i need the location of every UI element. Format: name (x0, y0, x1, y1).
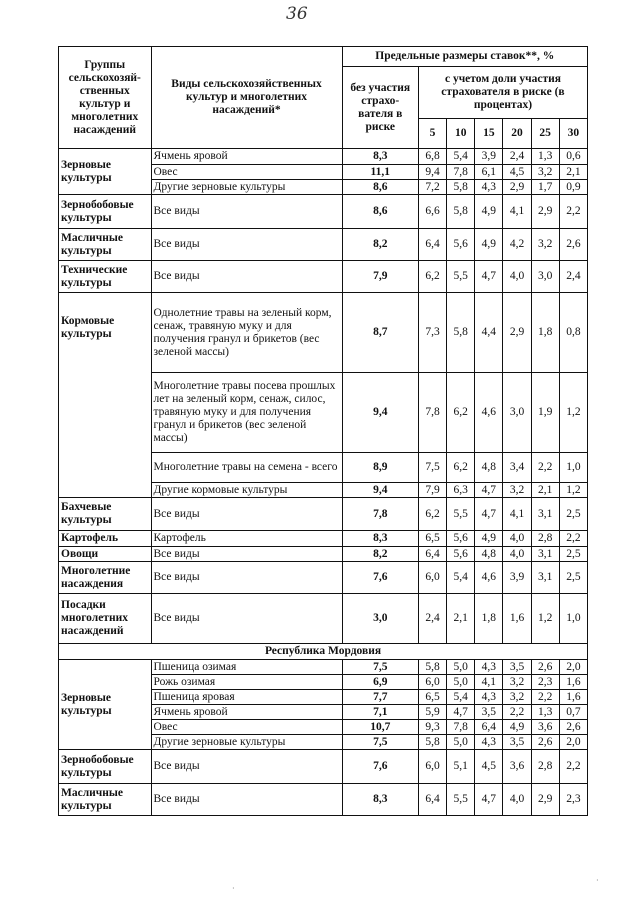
rate-cell: 6,2 (447, 373, 475, 453)
rate-cell: 2,9 (531, 195, 559, 229)
base-rate-cell: 8,7 (342, 293, 418, 373)
rate-cell: 9,3 (418, 720, 446, 735)
base-rate-cell: 8,2 (342, 547, 418, 562)
rate-cell: 2,5 (559, 547, 587, 562)
rate-cell: 2,8 (531, 750, 559, 784)
scan-speck: · (232, 884, 235, 893)
rate-cell: 1,2 (559, 373, 587, 453)
rate-cell: 4,7 (447, 705, 475, 720)
rate-cell: 6,2 (418, 498, 446, 531)
rate-cell: 3,5 (475, 705, 503, 720)
rate-cell: 2,3 (559, 784, 587, 816)
rate-cell: 4,1 (503, 195, 531, 229)
rate-cell: 6,8 (418, 149, 446, 165)
header-share: 25 (531, 119, 559, 149)
kind-cell: Рожь озимая (151, 675, 342, 690)
kind-cell: Пшеница озимая (151, 660, 342, 675)
rate-cell: 4,9 (503, 720, 531, 735)
rate-cell: 4,7 (475, 261, 503, 293)
kind-cell: Однолетние травы на зеленый корм, сенаж, травяную муку и для получения гранул и брикетов (вес зеленой массы) (151, 293, 342, 373)
rate-cell: 5,6 (447, 531, 475, 547)
rate-cell: 5,0 (447, 675, 475, 690)
kind-cell: Все виды (151, 498, 342, 531)
header-share: 15 (475, 119, 503, 149)
rate-cell: 2,4 (559, 261, 587, 293)
kind-cell: Все виды (151, 195, 342, 229)
rate-cell: 7,3 (418, 293, 446, 373)
rate-cell: 3,2 (531, 229, 559, 261)
rate-cell: 3,9 (503, 562, 531, 594)
base-rate-cell: 9,4 (342, 483, 418, 498)
rate-cell: 4,5 (475, 750, 503, 784)
header-share: 5 (418, 119, 446, 149)
rate-cell: 6,0 (418, 675, 446, 690)
base-rate-cell: 8,2 (342, 229, 418, 261)
rate-cell: 0,8 (559, 293, 587, 373)
rate-cell: 2,3 (531, 675, 559, 690)
rate-cell: 0,9 (559, 180, 587, 195)
rate-cell: 3,6 (531, 720, 559, 735)
rate-cell: 7,5 (418, 453, 446, 483)
kind-cell: Другие зерновые культуры (151, 180, 342, 195)
kind-cell: Ячмень яровой (151, 149, 342, 165)
rate-cell: 5,9 (418, 705, 446, 720)
rate-cell: 5,5 (447, 498, 475, 531)
page-number: 36 (286, 4, 308, 24)
base-rate-cell: 7,6 (342, 750, 418, 784)
rate-cell: 4,8 (475, 453, 503, 483)
base-rate-cell: 6,9 (342, 675, 418, 690)
region-title: Республика Мордовия (59, 644, 588, 660)
rate-cell: 1,6 (559, 690, 587, 705)
rate-cell: 4,5 (503, 165, 531, 180)
rate-cell: 4,9 (475, 195, 503, 229)
rate-cell: 5,4 (447, 149, 475, 165)
base-rate-cell: 8,6 (342, 180, 418, 195)
rate-cell: 2,4 (418, 594, 446, 644)
rate-cell: 3,0 (531, 261, 559, 293)
rate-cell: 2,2 (531, 690, 559, 705)
rate-cell: 3,1 (531, 498, 559, 531)
kind-cell: Картофель (151, 531, 342, 547)
base-rate-cell: 7,5 (342, 660, 418, 675)
rate-cell: 2,2 (531, 453, 559, 483)
base-rate-cell: 7,5 (342, 735, 418, 750)
group-cell: Зернобобовые культуры (59, 750, 152, 784)
rate-cell: 2,2 (503, 705, 531, 720)
kind-cell: Овес (151, 165, 342, 180)
base-rate-cell: 9,4 (342, 373, 418, 453)
rate-cell: 4,0 (503, 261, 531, 293)
rate-cell: 2,1 (447, 594, 475, 644)
rate-cell: 1,0 (559, 594, 587, 644)
group-cell: Бахчевые культуры (59, 498, 152, 531)
rate-cell: 3,0 (503, 373, 531, 453)
rate-cell: 2,4 (503, 149, 531, 165)
group-cell: Зернобобовые культуры (59, 195, 152, 229)
group-cell: Многолетние насаждения (59, 562, 152, 594)
rate-cell: 0,7 (559, 705, 587, 720)
kind-cell: Другие кормовые культуры (151, 483, 342, 498)
rate-cell: 5,4 (447, 690, 475, 705)
rate-cell: 5,8 (447, 293, 475, 373)
rate-cell: 6,4 (418, 229, 446, 261)
base-rate-cell: 11,1 (342, 165, 418, 180)
rate-cell: 4,3 (475, 735, 503, 750)
rate-cell: 5,8 (418, 735, 446, 750)
rate-cell: 5,6 (447, 547, 475, 562)
rate-cell: 2,5 (559, 498, 587, 531)
kind-cell: Все виды (151, 750, 342, 784)
kind-cell: Многолетние травы на семена - всего (151, 453, 342, 483)
kind-cell: Многолетние травы посева прошлых лет на зеленый корм, сенаж, силос, травяную муку и для получения гранул и брикетов (вес зеленой массы) (151, 373, 342, 453)
rate-cell: 1,6 (503, 594, 531, 644)
rate-cell: 2,6 (531, 660, 559, 675)
rate-cell: 2,6 (559, 720, 587, 735)
rate-cell: 5,8 (447, 195, 475, 229)
base-rate-cell: 7,7 (342, 690, 418, 705)
rate-cell: 6,6 (418, 195, 446, 229)
rate-cell: 2,2 (559, 195, 587, 229)
kind-cell: Все виды (151, 547, 342, 562)
rate-cell: 7,8 (418, 373, 446, 453)
group-cell: Технические культуры (59, 261, 152, 293)
header-with-participation: с учетом доли участия страхователя в риске (в процентах) (418, 67, 587, 119)
rate-cell: 4,7 (475, 784, 503, 816)
rate-cell: 7,8 (447, 720, 475, 735)
rate-cell: 3,4 (503, 453, 531, 483)
rate-cell: 2,6 (559, 229, 587, 261)
base-rate-cell: 7,1 (342, 705, 418, 720)
rate-cell: 5,0 (447, 735, 475, 750)
rate-cell: 6,5 (418, 531, 446, 547)
rate-cell: 7,8 (447, 165, 475, 180)
header-share: 30 (559, 119, 587, 149)
rate-cell: 5,8 (447, 180, 475, 195)
header-kinds: Виды сельскохозяйственных культур и многолетних насаждений* (151, 47, 342, 149)
base-rate-cell: 10,7 (342, 720, 418, 735)
rate-cell: 6,4 (418, 784, 446, 816)
base-rate-cell: 7,9 (342, 261, 418, 293)
group-cell: Картофель (59, 531, 152, 547)
rate-cell: 1,2 (531, 594, 559, 644)
rate-cell: 3,9 (475, 149, 503, 165)
rate-cell: 4,0 (503, 531, 531, 547)
rate-cell: 5,8 (418, 660, 446, 675)
rate-cell: 4,7 (475, 483, 503, 498)
scan-speck: · (596, 876, 599, 885)
rate-cell: 5,1 (447, 750, 475, 784)
rate-cell: 4,1 (475, 675, 503, 690)
rate-cell: 6,0 (418, 750, 446, 784)
rate-cell: 5,6 (447, 229, 475, 261)
base-rate-cell: 8,3 (342, 784, 418, 816)
rate-cell: 1,8 (475, 594, 503, 644)
rate-cell: 1,8 (531, 293, 559, 373)
rate-cell: 2,5 (559, 562, 587, 594)
rate-cell: 7,2 (418, 180, 446, 195)
rate-cell: 6,0 (418, 562, 446, 594)
rate-cell: 4,0 (503, 784, 531, 816)
group-cell: Кормовые культуры (59, 293, 152, 498)
base-rate-cell: 7,6 (342, 562, 418, 594)
header-no-participation: без участия страхо-вателя в риске (342, 67, 418, 149)
group-cell: Масличные культуры (59, 784, 152, 816)
rate-cell: 2,6 (531, 735, 559, 750)
header-groups: Группы сельскохозяй-ственных культур и многолетних насаждений (59, 47, 152, 149)
base-rate-cell: 7,8 (342, 498, 418, 531)
rate-cell: 0,6 (559, 149, 587, 165)
rate-cell: 3,5 (503, 735, 531, 750)
kind-cell: Овес (151, 720, 342, 735)
kind-cell: Все виды (151, 229, 342, 261)
kind-cell: Все виды (151, 562, 342, 594)
kind-cell: Пшеница яровая (151, 690, 342, 705)
group-cell: Зерновые культуры (59, 149, 152, 195)
rate-cell: 4,1 (503, 498, 531, 531)
rate-cell: 2,2 (559, 750, 587, 784)
rate-cell: 3,2 (503, 690, 531, 705)
rate-cell: 1,0 (559, 453, 587, 483)
header-share: 20 (503, 119, 531, 149)
base-rate-cell: 8,3 (342, 149, 418, 165)
group-cell: Зерновые культуры (59, 660, 152, 750)
header-share: 10 (447, 119, 475, 149)
rate-cell: 4,3 (475, 690, 503, 705)
rate-cell: 1,3 (531, 705, 559, 720)
rate-cell: 7,9 (418, 483, 446, 498)
rate-cell: 1,2 (559, 483, 587, 498)
rate-cell: 3,5 (503, 660, 531, 675)
rate-cell: 9,4 (418, 165, 446, 180)
kind-cell: Все виды (151, 784, 342, 816)
kind-cell: Все виды (151, 594, 342, 644)
rate-cell: 4,2 (503, 229, 531, 261)
rate-cell: 4,6 (475, 562, 503, 594)
group-cell: Овощи (59, 547, 152, 562)
rate-cell: 5,0 (447, 660, 475, 675)
kind-cell: Другие зерновые культуры (151, 735, 342, 750)
rate-cell: 2,2 (559, 531, 587, 547)
rate-cell: 3,6 (503, 750, 531, 784)
rate-cell: 4,9 (475, 531, 503, 547)
rate-cell: 6,2 (418, 261, 446, 293)
kind-cell: Все виды (151, 261, 342, 293)
kind-cell: Ячмень яровой (151, 705, 342, 720)
rate-cell: 2,0 (559, 735, 587, 750)
rate-cell: 1,3 (531, 149, 559, 165)
group-cell: Посадки многолетних насаждений (59, 594, 152, 644)
rate-cell: 4,6 (475, 373, 503, 453)
group-cell: Масличные культуры (59, 229, 152, 261)
rate-cell: 6,1 (475, 165, 503, 180)
base-rate-cell: 8,6 (342, 195, 418, 229)
rate-cell: 6,4 (418, 547, 446, 562)
rate-cell: 5,5 (447, 784, 475, 816)
rate-cell: 4,4 (475, 293, 503, 373)
rate-cell: 2,8 (531, 531, 559, 547)
rate-cell: 4,9 (475, 229, 503, 261)
rate-cell: 6,5 (418, 690, 446, 705)
rate-cell: 2,9 (503, 180, 531, 195)
rate-cell: 1,7 (531, 180, 559, 195)
base-rate-cell: 8,9 (342, 453, 418, 483)
rate-cell: 5,4 (447, 562, 475, 594)
rate-cell: 6,2 (447, 453, 475, 483)
rate-cell: 3,1 (531, 562, 559, 594)
rate-cell: 5,5 (447, 261, 475, 293)
rate-cell: 4,8 (475, 547, 503, 562)
rate-cell: 4,0 (503, 547, 531, 562)
rate-cell: 3,2 (531, 165, 559, 180)
rate-cell: 3,1 (531, 547, 559, 562)
rate-cell: 4,3 (475, 180, 503, 195)
rate-cell: 6,4 (475, 720, 503, 735)
header-rates: Предельные размеры ставок**, % (342, 47, 587, 67)
rate-cell: 2,9 (531, 784, 559, 816)
rate-cell: 3,2 (503, 483, 531, 498)
rate-cell: 4,3 (475, 660, 503, 675)
rate-cell: 3,2 (503, 675, 531, 690)
rate-cell: 6,3 (447, 483, 475, 498)
rate-cell: 1,9 (531, 373, 559, 453)
rate-cell: 2,0 (559, 660, 587, 675)
rate-cell: 2,1 (531, 483, 559, 498)
rate-cell: 1,6 (559, 675, 587, 690)
insurance-rates-table (58, 46, 588, 816)
rate-cell: 4,7 (475, 498, 503, 531)
rate-cell: 2,1 (559, 165, 587, 180)
base-rate-cell: 8,3 (342, 531, 418, 547)
rate-cell: 2,9 (503, 293, 531, 373)
base-rate-cell: 3,0 (342, 594, 418, 644)
